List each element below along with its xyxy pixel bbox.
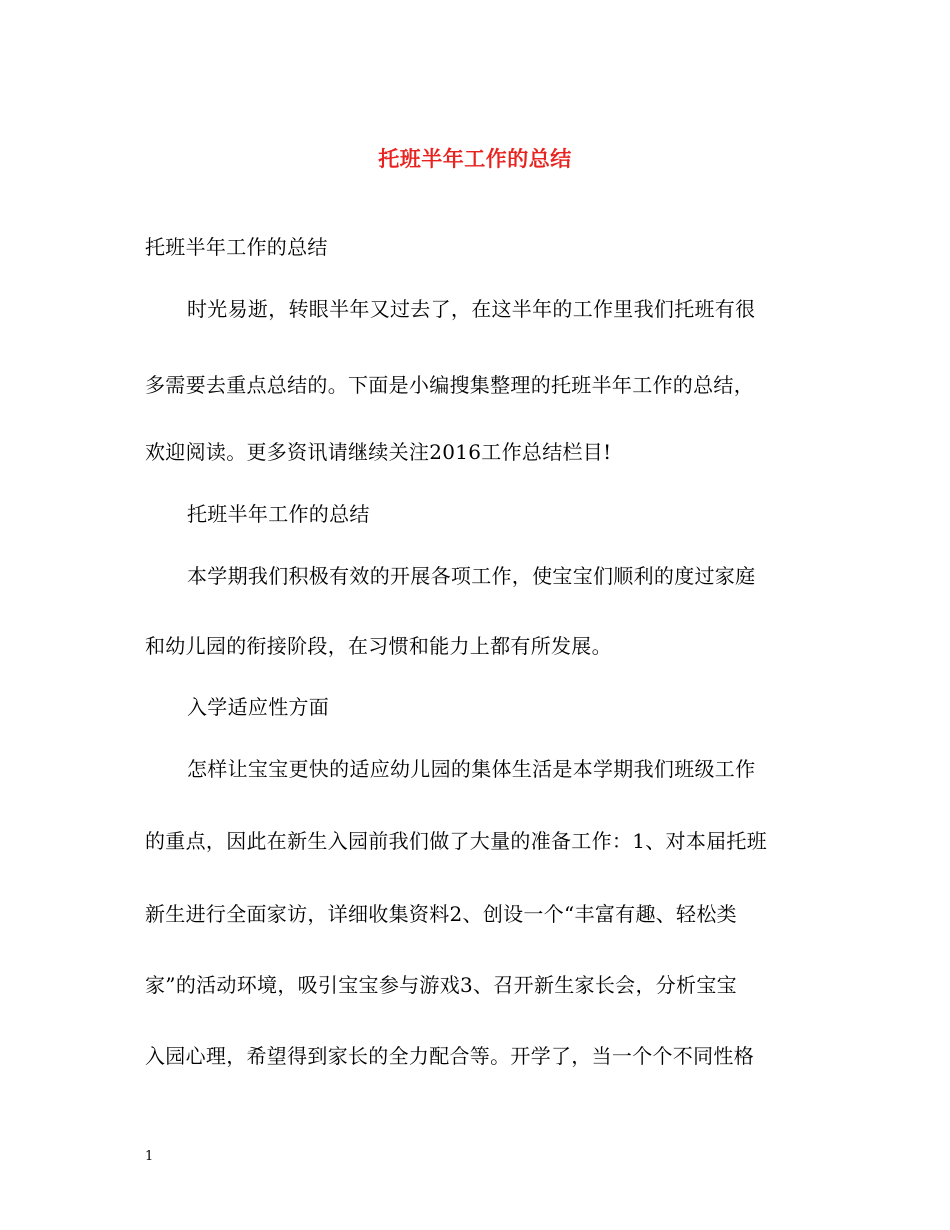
body-line: 怎样让宝宝更快的适应幼儿园的集体生活是本学期我们班级工作 bbox=[187, 757, 756, 781]
body-line: 家”的活动环境，吸引宝宝参与游戏3、召开新生家长会，分析宝宝 bbox=[145, 973, 737, 997]
body-line: 和幼儿园的衔接阶段，在习惯和能力上都有所发展。 bbox=[145, 634, 612, 658]
body-line: 欢迎阅读。更多资讯请继续关注2016工作总结栏目! bbox=[145, 440, 612, 464]
body-line: 本学期我们积极有效的开展各项工作，使宝宝们顺利的度过家庭 bbox=[187, 564, 756, 588]
section-heading: 入学适应性方面 bbox=[187, 695, 330, 719]
body-line: 新生进行全面家访，详细收集资料2、创设一个“丰富有趣、轻松类 bbox=[145, 902, 737, 926]
document-title: 托班半年工作的总结 bbox=[378, 146, 572, 171]
body-line: 的重点，因此在新生入园前我们做了大量的准备工作：1、对本届托班 bbox=[145, 829, 768, 853]
section-heading: 托班半年工作的总结 bbox=[187, 502, 370, 526]
body-line: 入园心理，希望得到家长的全力配合等。开学了，当一个个不同性格 bbox=[145, 1044, 754, 1068]
body-line: 时光易逝，转眼半年又过去了，在这半年的工作里我们托班有很 bbox=[187, 297, 756, 321]
page-number: 1 bbox=[145, 1149, 154, 1164]
body-line: 多需要去重点总结的。下面是小编搜集整理的托班半年工作的总结， bbox=[145, 373, 754, 397]
body-line: 托班半年工作的总结 bbox=[145, 235, 328, 259]
